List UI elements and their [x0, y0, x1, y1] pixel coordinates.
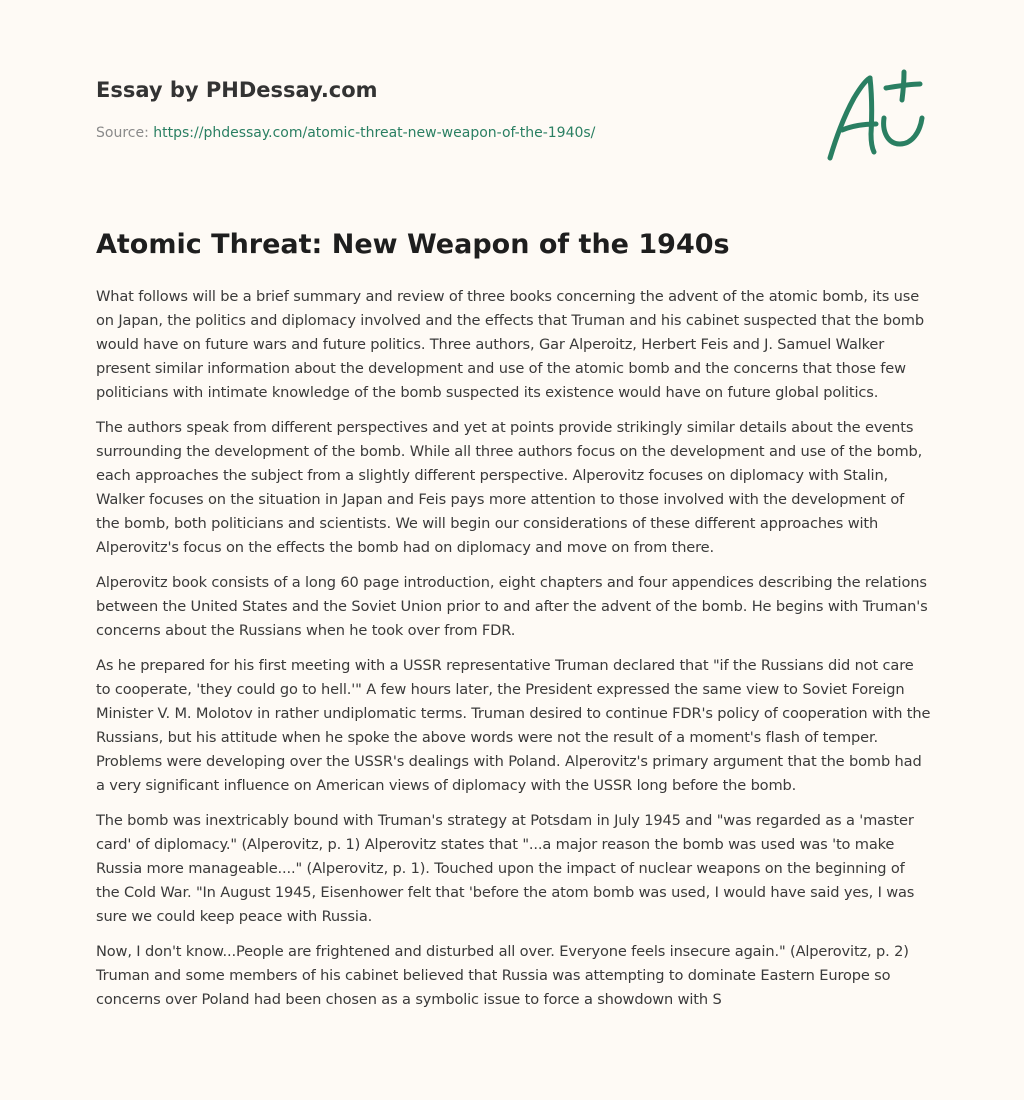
- source-label: Source:: [96, 125, 154, 141]
- essay-body: [96, 285, 932, 1023]
- a-plus-logo-icon: [822, 66, 932, 166]
- source-link[interactable]: https://phdessay.com/atomic-threat-new-weapon-of-the-1940s/: [153, 125, 596, 141]
- essay-paragraph: Now, I don't know...People are frightened and disturbed all over. Everyone feels insecure again." (Alperovitz, p. 2) Truman and some members of his cabinet believed that Russia was attempting to dominate Eastern Europe so concerns over Poland had been chosen as a symbolic issue to force a showdown with S: [96, 943, 909, 1008]
- page-header: [96, 76, 896, 143]
- essay-paragraph: As he prepared for his first meeting with a USSR representative Truman declared that "if the Russians did not care to cooperate, 'they could go to hell.'" A few hours later, the President expressed the same view to Soviet Foreign Minister V. M. Molotov in rather undiplomatic terms. Truman desired to continue FDR's policy of cooperation with the Russians, but his attitude when he spoke the above words were not the result of a moment's flash of temper. Problems were developing over the USSR's dealings with Poland. Alperovitz's primary argument that the bomb had a very significant influence on American views of diplomacy with the USSR long before the bomb.: [96, 657, 931, 794]
- source-line: [96, 123, 896, 143]
- essay-title: Atomic Threat: New Weapon of the 1940s: [96, 229, 730, 260]
- essay-paragraph: The authors speak from different perspectives and yet at points provide strikingly similar details about the events surrounding the development of the bomb. While all three authors focus on the development and use of the bomb, each approaches the subject from a slightly different perspective. Alperovitz focuses on diplomacy with Stalin, Walker focuses on the situation in Japan and Feis pays more attention to those involved with the development of the bomb, both politicians and scientists. We will begin our considerations of these different approaches with Alperovitz's focus on the effects the bomb had on diplomacy and move on from there.: [96, 419, 923, 556]
- essay-paragraph: The bomb was inextricably bound with Truman's strategy at Potsdam in July 1945 and "was regarded as a 'master card' of diplomacy." (Alperovitz, p. 1) Alperovitz states that "...a major reason the bomb was used was 'to make Russia more manageable...." (Alperovitz, p. 1). Touched upon the impact of nuclear weapons on the beginning of the Cold War. "In August 1945, Eisenhower felt that 'before the atom bomb was used, I would have said yes, I was sure we could keep peace with Russia.: [96, 812, 915, 925]
- site-title: Essay by PHDessay.com: [96, 78, 378, 102]
- essay-paragraph: What follows will be a brief summary and review of three books concerning the advent of the atomic bomb, its use on Japan, the politics and diplomacy involved and the effects that Truman and his cabinet suspected that the bomb would have on future wars and future politics. Three authors, Gar Alperoitz, Herbert Feis and J. Samuel Walker present similar information about the development and use of the atomic bomb and the concerns that those few politicians with intimate knowledge of the bomb suspected its existence would have on future global politics.: [96, 288, 924, 401]
- essay-paragraph: Alperovitz book consists of a long 60 page introduction, eight chapters and four appendices describing the relations between the United States and the Soviet Union prior to and after the advent of the bomb. He begins with Truman's concerns about the Russians when he took over from FDR.: [96, 574, 928, 639]
